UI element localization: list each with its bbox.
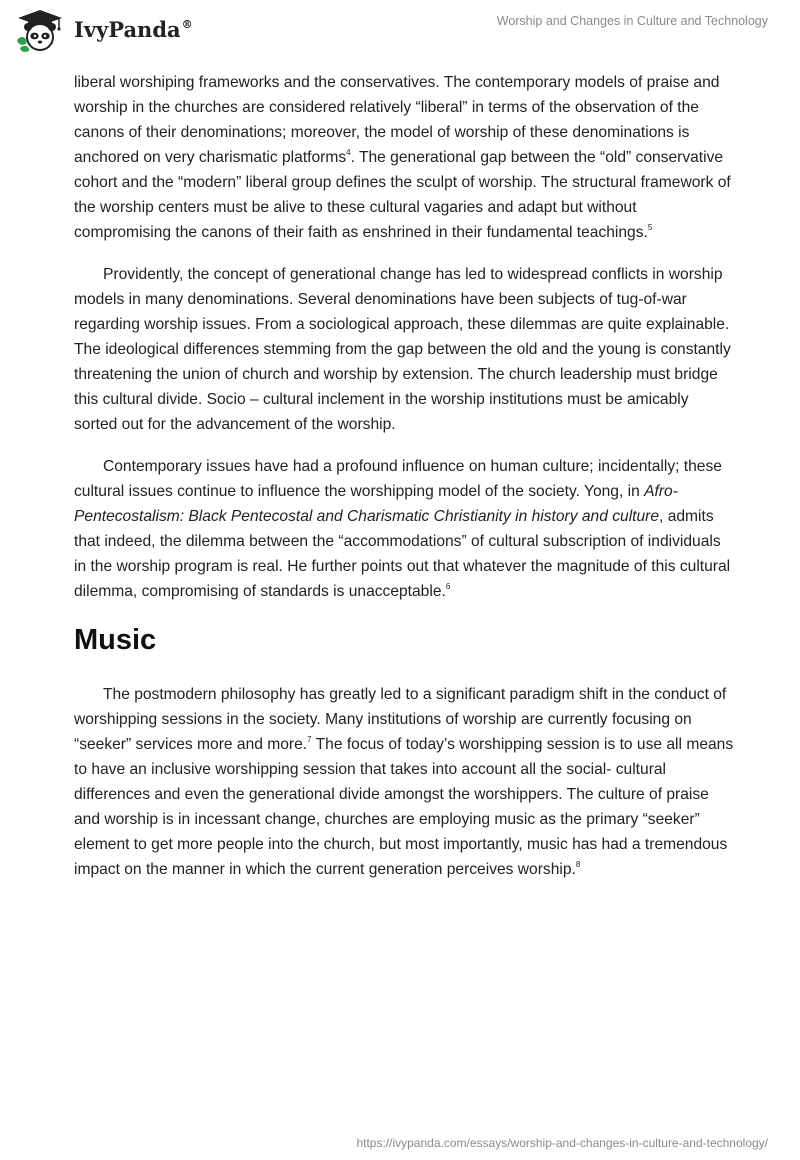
footnote-ref-7[interactable]: 7: [307, 734, 312, 744]
paragraph-3-text-b: , admits that indeed, the dilemma between the “accommodations” of cultural subscription of individuals in the worship program is real. He further points out that whatever the magnitude of this cultural dilemma, compromising of standards is unacceptable.: [74, 508, 731, 600]
paragraph-3-text-a: Contemporary issues have had a profound influence on human culture; incidentally; these cultural issues continue to influence the worshipping model of the society. Yong, in: [74, 458, 722, 500]
document-title: Worship and Changes in Culture and Technology: [496, 14, 768, 28]
paragraph-1-text-b: . The generational gap between the “old” conservative cohort and the “modern” liberal group defines the sculpt of worship. The structural framework of the worship centers must be alive to these cultural vagaries and adapt but without compromising the canons of their faith as enshrined in their fundamental teachings.: [74, 149, 731, 241]
footnote-ref-4[interactable]: 4: [346, 147, 351, 157]
book-title-italic: Afro-Pentecostalism: Black Pentecostal and Charismatic Christianity in history and culture: [74, 483, 678, 525]
paragraph-1: [74, 70, 734, 245]
paragraph-2: Providently, the concept of generational change has led to widespread conflicts in worship models in many denominations. Several denominations have been subjects of tug-of-war regarding worship issues. From a sociological approach, these dilemmas are quite explainable. The ideological differences stemming from the gap between the old and the young is constantly threatening the union of church and worship by extension. The church leadership must bridge this cultural divide. Socio – cultural inclement in the worship institutions must be amicably sorted out for the advancement of the worship.: [74, 266, 731, 433]
section-heading-music: Music: [74, 624, 157, 656]
ivypanda-logo[interactable]: [14, 8, 193, 54]
essay-body: [74, 70, 734, 899]
logo-wordmark: [74, 17, 193, 42]
footnote-ref-8[interactable]: 8: [575, 859, 581, 869]
page-header: [0, 0, 800, 62]
registered-mark: ®: [181, 17, 193, 31]
footnote-ref-5[interactable]: 5: [647, 222, 653, 232]
paragraph-3: [74, 454, 734, 604]
paragraph-4: [74, 682, 734, 882]
footnote-ref-6[interactable]: 6: [445, 581, 451, 591]
paragraph-4-text-a: The postmodern philosophy has greatly led to a significant paradigm shift in the conduct of worshipping sessions in the society. Many institutions of worship are currently focusing on “seeker” services more and more.: [74, 686, 727, 753]
panda-graduate-icon: [14, 8, 66, 54]
paragraph-4-text-b: The focus of today’s worshipping session is to use all means to have an inclusive worshipping session that takes into account all the social- cultural differences and even the generational divide amongst the worshippers. The culture of praise and worship is in incessant change, churches are employing music as the primary “seeker” element to get more people into the church, but most importantly, music has had a tremendous impact on the manner in which the current generation perceives worship.: [74, 736, 734, 878]
footer-source-link[interactable]: https://ivypanda.com/essays/worship-and-changes-in-culture-and-technology/: [356, 1136, 768, 1150]
paragraph-1-text-a: liberal worshiping frameworks and the conservatives. The contemporary models of praise and worship in the churches are considered relatively “liberal” in terms of the observation of the canons of their denominations; moreover, the model of worship of these denominations is anchored on very charismatic platforms: [74, 74, 720, 166]
logo-name: IvyPanda: [74, 16, 181, 42]
